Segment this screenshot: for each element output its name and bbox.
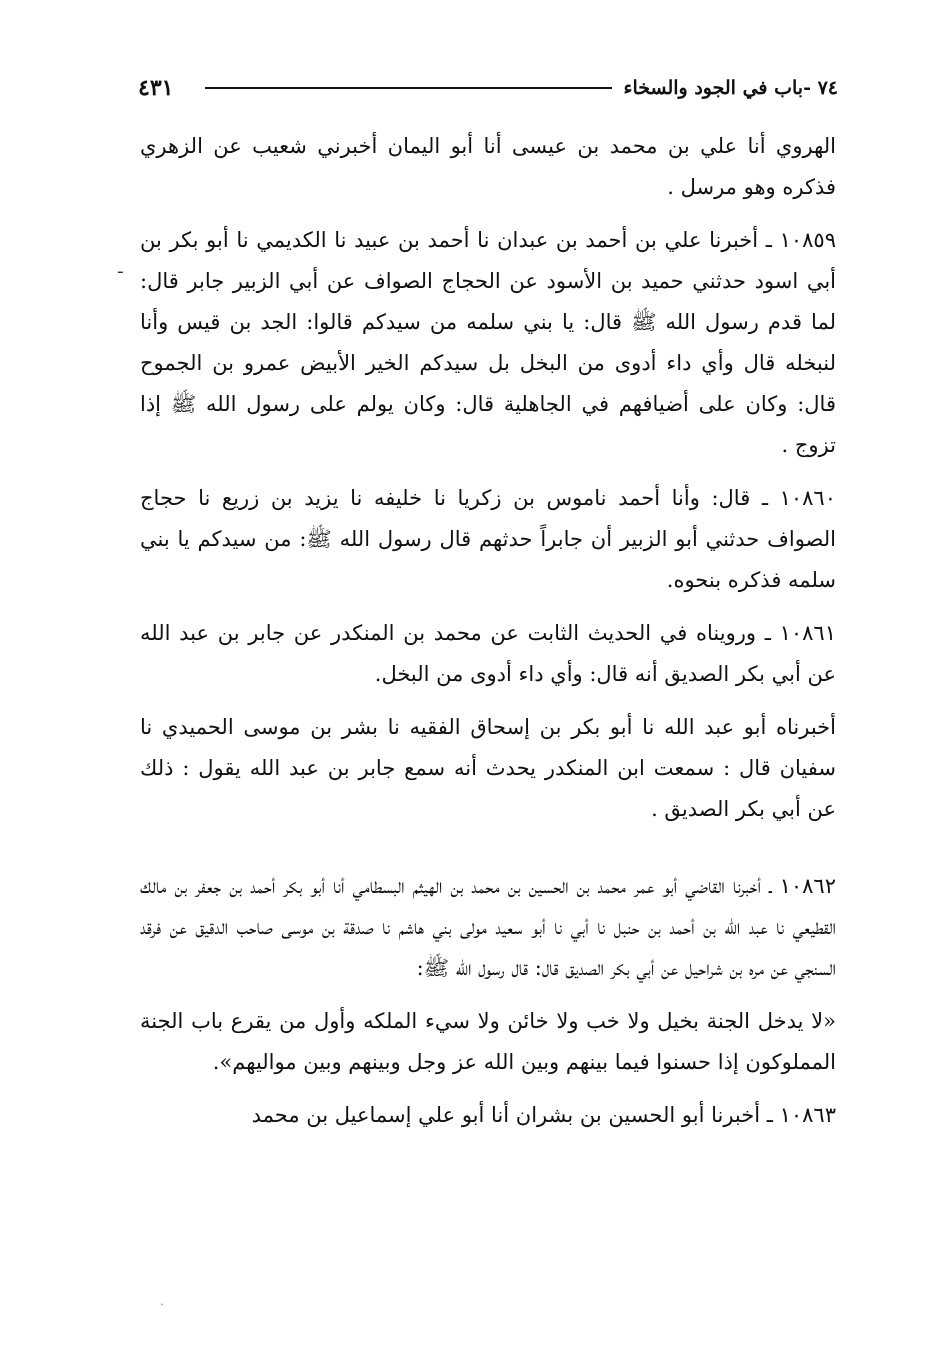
- paragraph-10859: ١٠٨٥٩ ـ أخبرنا علي بن أحمد بن عبدان نا أحمد بن عبيد نا الكديمي نا أبو بكر بن أبي اسود حدثني حميد بن الأسود عن الحجاج الصواف عن أبي الزبير جابر قال: لما قدم رسول الله ﷺ قال: يا بني سلمه من سيدكم قالوا: الجد بن قيس وأنا لنبخله قال وأي داء أدوى من البخل بل سيدكم الخير الأبيض عمرو بن الجموح قال: وكان على أضيافهم في الجاهلية قال: وكان يولم على رسول الله ﷺ إذا تزوج .: [140, 228, 836, 457]
- paragraph-10863: ١٠٨٦٣ ـ أخبرنا أبو الحسين بن بشران أنا أبو علي إسماعيل بن محمد: [251, 1103, 836, 1127]
- page-number: ٤٣١: [138, 75, 174, 101]
- paragraph-gap: [140, 989, 836, 1001]
- header-rule: [205, 87, 611, 89]
- page-header: [138, 68, 838, 108]
- paragraph-gap: [140, 601, 836, 613]
- paragraph-gap: [140, 695, 836, 707]
- paragraph-hadith-quote: «لا يدخل الجنة بخيل ولا خب ولا خائن ولا سيء الملكه وأول من يقرع باب الجنة المملوكون إذا حسنوا فيما بينهم وبين الله عز وجل وبينهم وبين مواليهم».: [140, 1009, 836, 1074]
- paragraph-10861: ١٠٨٦١ ـ ورويناه في الحديث الثابت عن محمد بن المنكدر عن جابر بن عبد الله عن أبي بكر الصديق أنه قال: وأي داء أدوى من البخل.: [140, 621, 836, 686]
- paragraph-10860: ١٠٨٦٠ ـ قال: وأنا أحمد ناموس بن زكريا نا خليفه نا يزيد بن زريع نا حجاج الصواف حدثني أبو الزبير أن جابراً حدثهم قال رسول الله ﷺ: من سيدكم يا بني سلمه فذكره بنحوه.: [140, 486, 836, 592]
- page-body: [140, 126, 836, 1136]
- paragraph-isnad: أخبرناه أبو عبد الله نا أبو بكر بن إسحاق الفقيه نا بشر بن موسى الحميدي نا سفيان قال : سمعت ابن المنكدر يحدث أنه سمع جابر بن عبد الله يقول : ذلك عن أبي بكر الصديق .: [140, 715, 836, 821]
- paragraph-gap: [140, 1083, 836, 1095]
- margin-mark: ـ: [118, 258, 123, 277]
- paragraph-gap: [140, 830, 836, 866]
- paragraph-gap: [140, 208, 836, 220]
- scan-speck: ˎ: [160, 1292, 164, 1306]
- paragraph-gap: [140, 466, 836, 478]
- paragraph-10862: ١٠٨٦٢ ـ أخبرنا القاضي أبو عمر محمد بن الحسين بن محمد بن الهيثم البسطامي أنا أبو بكر أحمد بن جعفر بن مالك القطيعي نا عبد الله بن أحمد بن حنبل نا أبي نا أبو سعيد مولى بني هاشم نا صدقة بن موسى صاحب الدقيق عن فرقد السنجي عن مره بن شراحيل عن أبي بكر الصديق قال: قال رسول الله ﷺ:: [140, 874, 836, 980]
- chapter-title: ٧٤ -باب في الجود والسخاء: [623, 77, 838, 99]
- paragraph-intro: الهروي أنا علي بن محمد بن عيسى أنا أبو اليمان أخبرني شعيب عن الزهري فذكره وهو مرسل .: [140, 134, 836, 199]
